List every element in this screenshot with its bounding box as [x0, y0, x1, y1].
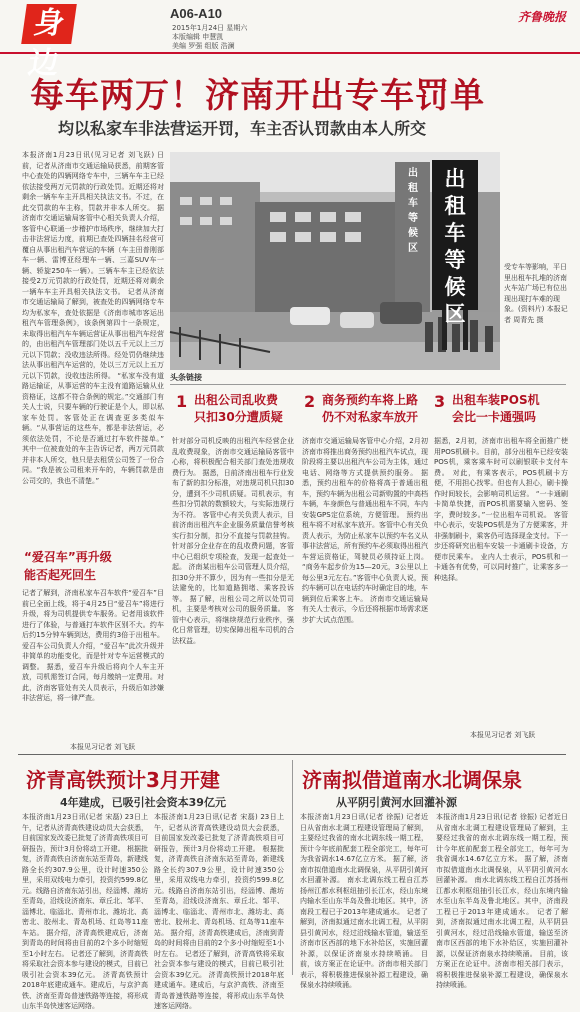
- lead-article-body: 本报济南1月23日讯(见习记者 刘飞跃) 日前，记者从济南市交通运输局获悉，前期客管中心查处的四辆网络专车中，三辆车车主已经依法接受两万元罚款的行政处罚。近期还将对剩余一辆车车主开具相关执法文书。不过，在此交罚款的车主称，罚款并非本人所交。 据济南市交通运输局客管中心相关负责人介绍，客管中心联通一步稽护市场秩序，继续加大打击非法营运力度，前期已查处四辆挂名经营可覆自从事出租汽车营运的车辆（车主田普刚部车一辆、雷博亚经理车一辆、三嘉SUV车一辆、轿旋250车一辆）。三辆车车主已经依法接受2万元罚款的行政处罚，近期还将对剩余一辆车车主开具相关执法文书。 记者从济南市交通运输局了解到，被查处的四辆网络专车均为私家车，查处依据是《济南市城市客运出租汽车管理条例》，该条例第四十一条规定，未取得出租汽车车辆运营证从事出租汽车经营的，由出租汽车管理部门处以五千元以上三万元以下罚款；没收违法所得。经处罚仍继续违法从事出租汽车运营的，处以三万元以上五万元以下罚款，没收违法所得。 “私家车没有道路运输证，从事运营的车主没有道路运输从业资格证，这都不符合条例的规定。”交通部门有关人士说，只要车辆的行驶证是个人，即以私家车处罚。客管处正在调查更多类似车辆。“从事营运的这些车，都是非法营运，必须依法处罚，不论是否通过打车软件接单。” 其中一位被查处的车主告诉记者，两万元罚款并非本人所交，他只是去租赁公司签了一份合同。“我是被公司租来开车的，车辆罚款是由公司交的，我也不清楚。”: [22, 151, 164, 485]
- related-links-tag: 头条链接: [170, 373, 202, 382]
- section-divider: [18, 754, 566, 755]
- story2-body-a: 本报济南1月23日讯(记者 宋磊) 23日上午，记者从济青高铁建设动员大会获悉，目前国家发改委已批复了济青高铁项目可研报告，预计3月份将动工开建。 根据批复，济青高铁自济南东站至青岛，新建线路全长约307.9公里，设计时速350公里，采用双线电力牵引，投资约599.8亿元。线路自济南东站引出，经淄博、潍坊至青岛，沿线设济南东、章丘北、邹平、淄博北、临淄北、青州市北、潍坊北、高密北、胶州北、青岛机场、红岛等11座车站。 据介绍，济青高铁建成后，济南到青岛的时间将由目前的2个多小时缩短至1小时左右。 记者还了解到，济青高铁将采取社会资本参与建设的模式，目前已吸引社会资本39亿元。 济青高铁预计2018年底建成通车。建成后，与京沪高铁、济南至青岛普速铁路等连接，将形成山东半岛快速客运网络。: [22, 813, 148, 1010]
- sub-title-1: 出租公司乱收费 只扣30分遭质疑: [194, 393, 283, 424]
- taxi-sign-small: 出租车等候区: [408, 168, 418, 254]
- story2-body-b: 本报济南1月23日讯(记者 宋磊) 23日上午，记者从济青高铁建设动员大会获悉，目前国家发改委已批复了济青高铁项目可研报告，预计3月份将动工开建。 根据批复，济青高铁自济南东站至青岛，新建线路全长约307.9公里，设计时速350公里，采用双线电力牵引，投资约599.8亿元。线路自济南东站引出，经淄博、潍坊至青岛，沿线设济南东、章丘北、邹平、淄博北、临淄北、青州市北、潍坊北、高密北、胶州北、青岛机场、红岛等11座车站。 据介绍，济青高铁建成后，济南到青岛的时间将由目前的2个多小时缩短至1小时左右。 记者还了解到，济青高铁将采取社会资本参与建设的模式，目前已吸引社会资本39亿元。 济青高铁预计2018年底建成通车。建成后，与京沪高铁、济南至青岛普速铁路等连接，将形成山东半岛快速客运网络。: [154, 813, 284, 1010]
- story3-body-b: 本报济南1月23日讯(记者 徐振) 记者近日从省南水北调工程建设管理局了解到，主要经过我省的南水北调东线一期工程，预计今年底前配套工程全部完工，每年可为我省调水14.67亿立方米。 据了解，济南市拟借道南水北调保泉，从平阴引黄河水回灌补源。 南水北调东线工程自江苏扬州江都水利枢纽抽引长江水，经山东境内输水至山东半岛及鲁北地区。其中，济南段工程已于2013年建成通水。 记者了解到，济南拟通过南水北调工程，从平阴县引黄河水，经过沿线输水管道，输送至济南市区西部的地下水补给区，实施回灌补源，以保证济南泉水持续喷涌。 目前，该方案正在论证中。济南市相关部门表示，将积极推进保泉补源工程建设，确保泉水持续喷涌。: [436, 813, 568, 989]
- sub-number-1: 1: [176, 392, 188, 411]
- side-article-body: 记者了解到，济南私家车召车软件“爱召车”目前已全面上线，将于4月25日“爱召车”将进行升级，将为司机提供专车服务。记者用该软件进行了体验，与普通打车软件区别不大。约车后约15分钟车辆到达，费用约3倍于出租车。 爱召车公司负责人介绍，“爱召车”此次升级并非简单的功能变化，而是针对专车运营模式的调整。 据悉，爱召车升级后将向个人车主开放，司机需签订合同，每月缴纳一定费用。对此，济南客管处有关人员表示，升级后如涉嫌非法营运，将一律严查。: [22, 589, 164, 702]
- sub-title-3: 出租车装POS机 会比一卡通强吗: [452, 393, 540, 424]
- newspaper-brand: 齐鲁晚报: [517, 10, 566, 24]
- sub-number-2: 2: [304, 392, 316, 411]
- sub-article-1: 针对部分司机反映的出租汽车经营企业乱收费现象，济南市交通运输局客管中心称，将积极配合相关部门查处违规收费行为。 据悉，日前济南出租车行业发布了新的扣分标准，对违规司机只扣30分，遭到不少司机质疑。司机表示，有些扣分罚款的数额较大，与实际违规行为不符。 客管中心有关负责人表示，目前济南出租汽车企业服务质量信誉考核实行扣分制，扣分不直接与罚款挂钩。针对部分企业存在的乱收费问题，客管中心已组织专项检查，发现一起查处一起。 济南某出租车公司管理人员介绍，扣30分并不算少，因为有一些扣分是无法避免的，比如道路拥堵、乘客投诉等。 据了解，出租公司之所以处罚司机，主要是考核对公司的服务质量。 客管中心表示，将继续规范行业秩序，强化日常管理，切实保障出租车司机的合法权益。: [172, 437, 294, 645]
- section-logo: 身边: [21, 4, 77, 44]
- story2-headline: 济青高铁预计3月开建: [26, 768, 220, 792]
- news-photo: [170, 152, 500, 370]
- sub-author: 本报见习记者 刘飞跃: [470, 731, 536, 739]
- designer-line: 美编 罗强 组版 浩澜: [172, 42, 235, 50]
- lead-author: 本报见习记者 刘飞跃: [70, 743, 136, 751]
- story2-subheadline: 4年建成，已吸引社会资本39亿元: [60, 796, 226, 809]
- photo-caption: 受专车等影响，平日里出租车扎堆的济南火车站广场已有位出现出现打车难的现象。(资料片) 本报记者 周青先 摄: [504, 263, 568, 324]
- story3-subheadline: 从平阴引黄河水回灌补源: [336, 796, 457, 809]
- story3-headline: 济南拟借道南水北调保泉: [302, 768, 522, 792]
- masthead: [0, 0, 580, 81]
- column-divider: [292, 760, 293, 975]
- sub-article-3: 据悉，2月初，济南市出租车将全面推广使用POS机刷卡。目前，部分出租车已经安装POS机，乘客乘车时可以刷银联卡支付车费。 对此，有乘客表示，POS机刷卡方便，不用担心找零。但也有人担心，刷卡操作时间较长，会影响司机运营。 “一卡通刷卡简单快捷，而POS机需要输入密码、签字，费时较多。”一位出租车司机说。 客管中心表示，安装POS机是为了方便乘客，并非强制刷卡，乘客仍可选择现金支付。下一步还将研究出租车安装一卡通刷卡设备，方便市民乘车。 业内人士表示，POS机和一卡通各有优势，可以同时推广，让乘客多一种选择。: [434, 437, 568, 582]
- main-headline: 每车两万！济南开出专车罚单: [30, 76, 485, 116]
- editor-line: 本版编辑 申慧凯: [172, 33, 224, 41]
- taxi-sign-large: 出租车等候区: [444, 167, 466, 326]
- sub-number-3: 3: [434, 392, 446, 411]
- side-headline: “爱召车”再升级 能否起死回生: [24, 550, 112, 582]
- sub-title-2: 商务预约车将上路 仍不对私家车放开: [322, 393, 419, 424]
- sub-article-2: 济南市交通运输局客管中心介绍，2月初济南市将推出商务预约出租汽车试点，现阶段将主要以出租汽车公司为主体，通过电话、网络等方式提供预约服务。 据悉，预约出租车的价格将高于普通出租车，预约车辆为出租公司新购置的中高档车辆，车身颜色与普通出租车不同，车内安装GPS定位系统，方便管理。 预约出租车将不对私家车放开。客管中心有关负责人表示，为防止私家车以预约车名义从事非法营运，所有预约车必须取得出租汽车营运资格证，驾驶员必须持证上岗。 “商务车起步价为15—20元，3公里以上每公里3元左右。”客管中心负责人说，预约车辆可以在电话约车时确定目的地，车辆到位后乘客上车。 济南市交通运输局有关人士表示，今后还将根据市场需求逐步扩大试点范围。: [302, 437, 428, 624]
- story3-body-a: 本报济南1月23日讯(记者 徐振) 记者近日从省南水北调工程建设管理局了解到，主要经过我省的南水北调东线一期工程，预计今年底前配套工程全部完工，每年可为我省调水14.67亿立方米。 据了解，济南市拟借道南水北调保泉，从平阴引黄河水回灌补源。 南水北调东线工程自江苏扬州江都水利枢纽抽引长江水，经山东境内输水至山东半岛及鲁北地区。其中，济南段工程已于2013年建成通水。 记者了解到，济南拟通过南水北调工程，从平阴县引黄河水，经过沿线输水管道，输送至济南市区西部的地下水补给区，实施回灌补源，以保证济南泉水持续喷涌。 目前，该方案正在论证中。济南市相关部门表示，将积极推进保泉补源工程建设，确保泉水持续喷涌。: [300, 813, 428, 989]
- divider: [170, 384, 566, 385]
- page-number: A06-A10: [170, 6, 223, 21]
- issue-meta: [172, 24, 247, 51]
- main-subheadline: 均以私家车非法营运开罚，车主否认罚款由本人所交: [58, 119, 427, 138]
- issue-date: 2015年1月24日 星期六: [172, 24, 248, 32]
